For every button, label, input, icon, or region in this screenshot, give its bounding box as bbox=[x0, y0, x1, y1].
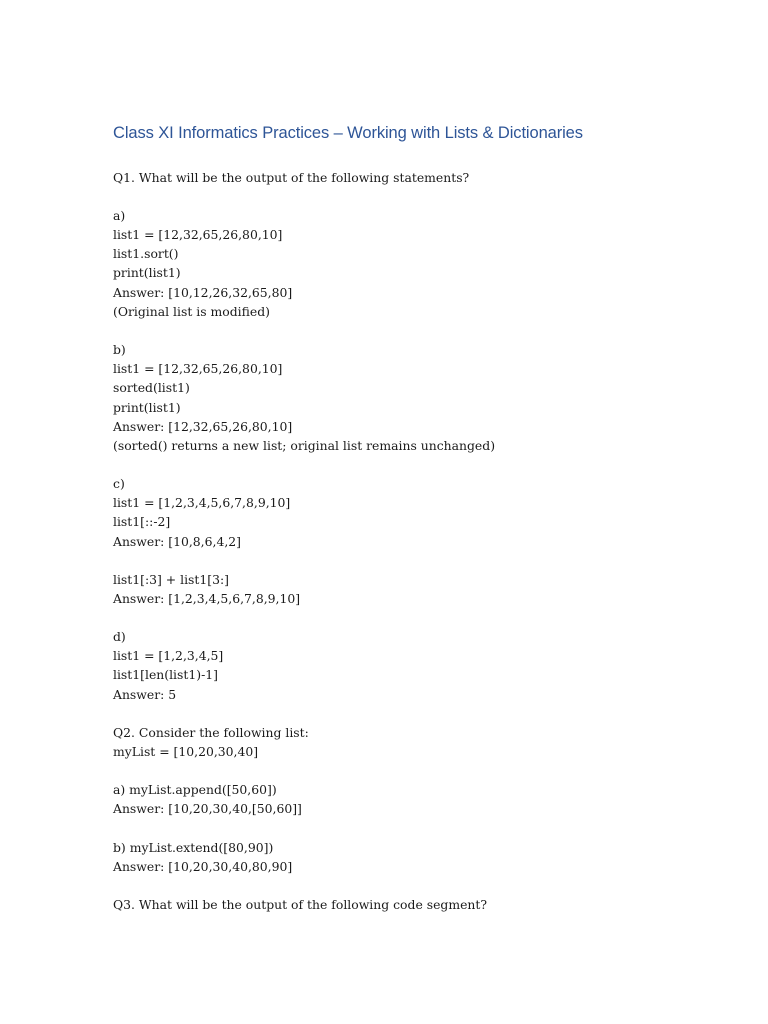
answer-line: Answer: [10,20,30,40,80,90] bbox=[113, 859, 293, 874]
code-line: list1 = [12,32,65,26,80,10] bbox=[113, 227, 283, 242]
code-line: list1 = [12,32,65,26,80,10] bbox=[113, 361, 283, 376]
part-label: a) bbox=[113, 208, 126, 223]
code-line: list1[::-2] bbox=[113, 514, 171, 529]
code-line: list1[:3] + list1[3:] bbox=[113, 572, 230, 587]
code-line: list1 = [1,2,3,4,5] bbox=[113, 648, 224, 663]
answer-line: Answer: 5 bbox=[113, 687, 177, 702]
code-line: list1 = [1,2,3,4,5,6,7,8,9,10] bbox=[113, 495, 291, 510]
code-line: sorted(list1) bbox=[113, 380, 190, 395]
question-q1: Q1. What will be the output of the following statements? bbox=[113, 170, 470, 185]
answer-line: Answer: [10,20,30,40,[50,60]] bbox=[113, 801, 302, 816]
code-line: a) myList.append([50,60]) bbox=[113, 782, 277, 797]
answer-line: Answer: [12,32,65,26,80,10] bbox=[113, 419, 293, 434]
part-label: b) bbox=[113, 342, 126, 357]
code-line: print(list1) bbox=[113, 265, 181, 280]
note-line: (Original list is modified) bbox=[113, 304, 270, 319]
code-line: print(list1) bbox=[113, 400, 181, 415]
answer-line: Answer: [1,2,3,4,5,6,7,8,9,10] bbox=[113, 591, 301, 606]
answer-line: Answer: [10,12,26,32,65,80] bbox=[113, 285, 293, 300]
note-line: (sorted() returns a new list; original list remains unchanged) bbox=[113, 438, 496, 453]
code-line: list1[len(list1)-1] bbox=[113, 667, 218, 682]
part-label: c) bbox=[113, 476, 125, 491]
document-title: Class XI Informatics Practices – Working with Lists & Dictionaries bbox=[113, 124, 583, 142]
question-q3: Q3. What will be the output of the following code segment? bbox=[113, 897, 488, 912]
code-line: myList = [10,20,30,40] bbox=[113, 744, 259, 759]
question-q2: Q2. Consider the following list: bbox=[113, 725, 309, 740]
code-line: list1.sort() bbox=[113, 246, 179, 261]
answer-line: Answer: [10,8,6,4,2] bbox=[113, 534, 241, 549]
part-label: d) bbox=[113, 629, 126, 644]
code-line: b) myList.extend([80,90]) bbox=[113, 840, 274, 855]
